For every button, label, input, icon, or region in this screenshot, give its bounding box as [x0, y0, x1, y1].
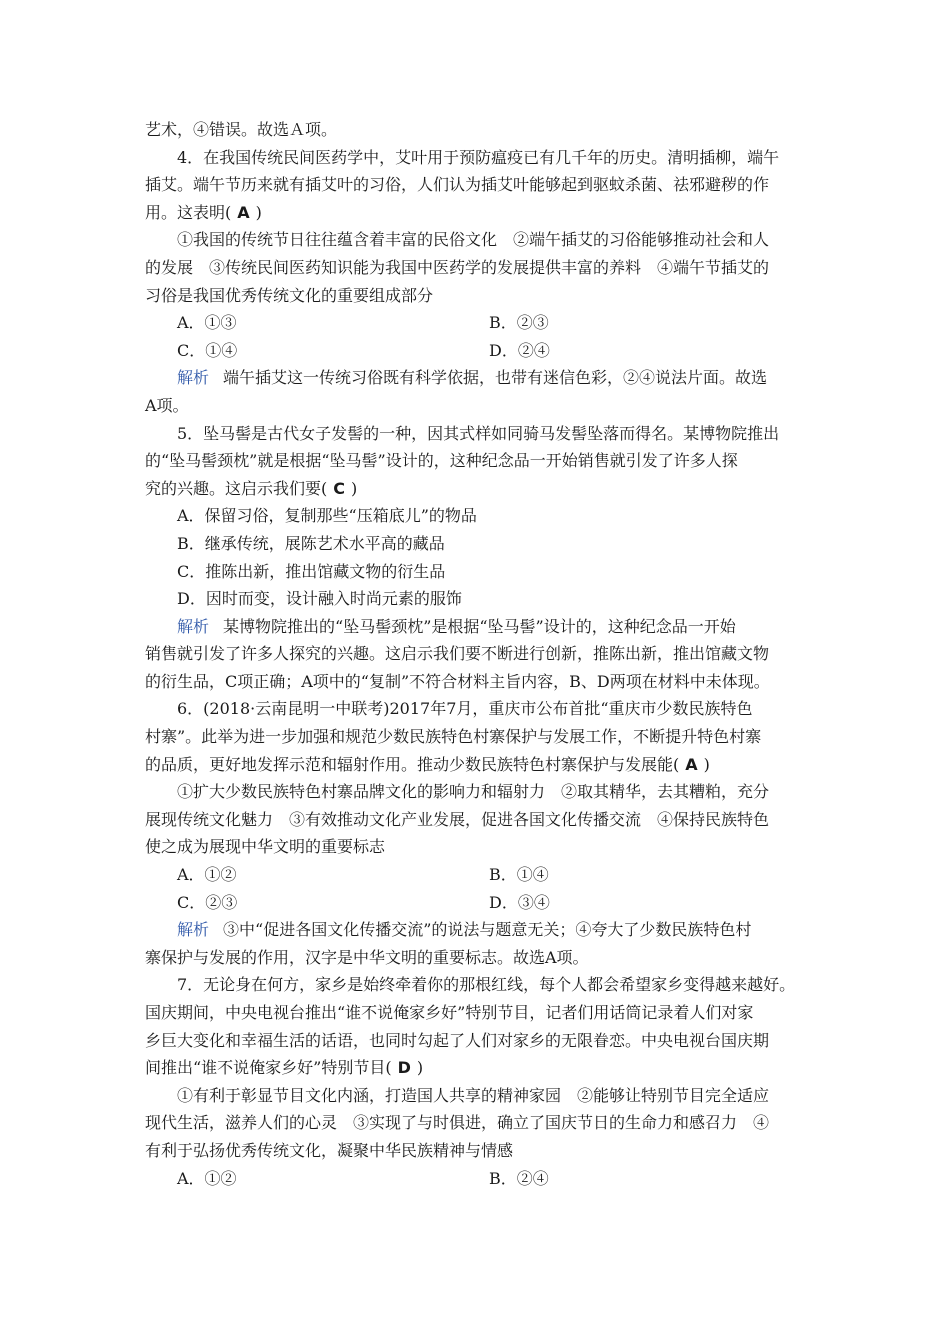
q7-option-b: B．②④	[489, 1168, 549, 1188]
q4-analysis-text: 端午插艾这一传统习俗既有科学依据，也带有迷信色彩，②④说法片面。故选	[223, 368, 768, 388]
q5-analysis-line-1	[145, 613, 815, 641]
q3-tail: 艺术，④错误。故选Ａ项。	[145, 120, 338, 139]
q4-analysis-label: 解析	[177, 368, 210, 388]
q4-stem-line-3	[145, 199, 815, 227]
q4-answer: A	[237, 202, 250, 222]
q4-analysis-line-2: A项。	[145, 395, 189, 415]
q5-stem-text: 究的兴趣。这启示我们要(	[145, 478, 328, 498]
q7-stem-line-3: 乡巨大变化和幸福生活的话语，也同时勾起了人们对家乡的无限眷恋。中央电视台国庆期	[145, 1030, 770, 1050]
q4-option-b: B．②③	[489, 313, 549, 333]
q7-answer: D	[397, 1058, 411, 1078]
q6-options-row-1	[145, 861, 815, 889]
q6-analysis-line-1	[145, 916, 815, 944]
q5-stem-line-3	[145, 475, 815, 503]
q6-statements-line-1: ①扩大少数民族特色村寨品牌文化的影响力和辐射力 ②取其精华，去其糟粕，充分	[177, 782, 770, 802]
q4-stem-close: )	[255, 202, 262, 222]
q7-statements-line-2: 现代生活，滋养人们的心灵 ③实现了与时俱进，确立了国庆节日的生命力和感召力 ④	[145, 1113, 770, 1133]
q6-answer: A	[685, 754, 698, 774]
q5-analysis-line-3: 的衍生品，C项正确；A项中的“复制”不符合材料主旨内容，B、D两项在材料中未体现。	[145, 671, 770, 691]
q4-option-c: C．①④	[177, 340, 238, 360]
q6-statements-line-3: 使之成为展现中华文明的重要标志	[145, 837, 386, 857]
q5-option-b: B．继承传统，展陈艺术水平高的藏品	[177, 533, 445, 553]
q4-stem-text: 用。这表明(	[145, 202, 232, 222]
q4-options-row-1	[145, 309, 815, 337]
q6-stem-line-2: 村寨”。此举为进一步加强和规范少数民族特色村寨保护与发展工作，不断提升特色村寨	[145, 727, 762, 747]
q7-stem-text: 间推出“谁不说俺家乡好”特别节目(	[145, 1058, 392, 1078]
q5-option-a: A．保留习俗，复制那些“压箱底儿”的物品	[177, 506, 477, 526]
q4-analysis-line-1	[145, 364, 815, 392]
q6-analysis-text: ③中“促进各国文化传播交流”的说法与题意无关；④夸大了少数民族特色村	[223, 920, 752, 940]
q4-options-row-2	[145, 337, 815, 365]
q6-option-d: D．③④	[489, 892, 550, 912]
q4-option-d: D．②④	[489, 340, 550, 360]
q7-option-a: A．①②	[177, 1168, 237, 1188]
q7-stem-line-4	[145, 1054, 815, 1082]
q4-statements-line-2: 的发展 ③传统民间医药知识能为我国中医药学的发展提供丰富的养料 ④端午节插艾的	[145, 257, 770, 277]
q4-option-a: A．①③	[177, 313, 237, 333]
q5-stem-line-2: 的“坠马髻颈枕”就是根据“坠马髻”设计的，这种纪念品一开始销售就引发了许多人探	[145, 451, 738, 471]
q7-stem-line-1: 7．无论身在何方，家乡是始终牵着你的那根红线，每个人都会希望家乡变得越来越好。	[177, 975, 796, 995]
q7-options-row-1	[145, 1165, 815, 1193]
q6-stem-text: 的品质，更好地发挥示范和辐射作用。推动少数民族特色村寨保护与发展能(	[145, 754, 680, 774]
q5-analysis-line-2: 销售就引发了许多人探究的兴趣。这启示我们要不断进行创新，推陈出新，推出馆藏文物	[145, 644, 770, 664]
q6-stem-line-3	[145, 751, 815, 779]
q5-option-d: D．因时而变，设计融入时尚元素的服饰	[177, 589, 462, 609]
q4-statements-line-1: ①我国的传统节日往往蕴含着丰富的民俗文化 ②端午插艾的习俗能够推动社会和人	[177, 230, 770, 250]
q7-stem-line-2: 国庆期间，中央电视台推出“谁不说俺家乡好”特别节目，记者们用话筒记录着人们对家	[145, 1003, 754, 1022]
q4-statements-line-3: 习俗是我国优秀传统文化的重要组成部分	[145, 285, 434, 305]
q5-stem-close: )	[351, 478, 358, 498]
q6-options-row-2	[145, 889, 815, 917]
q6-option-b: B．①④	[489, 865, 549, 885]
document-body	[145, 116, 815, 1192]
q7-statements-line-1: ①有利于彰显节目文化内涵，打造国人共享的精神家园 ②能够让特别节目完全适应	[177, 1085, 770, 1105]
q6-option-c: C．②③	[177, 892, 238, 912]
q6-statements-line-2: 展现传统文化魅力 ③有效推动文化产业发展，促进各国文化传播交流 ④保持民族特色	[145, 809, 770, 829]
q5-analysis-text: 某博物院推出的“坠马髻颈枕”是根据“坠马髻”设计的，这种纪念品一开始	[223, 616, 736, 636]
q6-stem-close: )	[703, 754, 710, 774]
q6-analysis-label: 解析	[177, 920, 210, 940]
q5-option-c: C．推陈出新，推出馆藏文物的衍生品	[177, 561, 446, 581]
q6-analysis-line-2: 寨保护与发展的作用，汉字是中华文明的重要标志。故选A项。	[145, 947, 589, 967]
q4-stem-line-1: 4．在我国传统民间医药学中，艾叶用于预防瘟疫已有几千年的历史。清明插柳，端午	[177, 147, 780, 167]
q5-stem-line-1: 5．坠马髻是古代女子发髻的一种，因其式样如同骑马发髻坠落而得名。某博物院推出	[177, 423, 780, 443]
q5-answer: C	[333, 478, 345, 498]
q7-stem-close: )	[416, 1058, 424, 1078]
q7-statements-line-3: 有利于弘扬优秀传统文化，凝聚中华民族精神与情感	[145, 1140, 514, 1160]
q6-option-a: A．①②	[177, 865, 237, 885]
q5-analysis-label: 解析	[177, 616, 210, 636]
q6-stem-line-1: 6．(2018·云南昆明一中联考)2017年7月，重庆市公布首批“重庆市少数民族特色	[177, 699, 753, 719]
q4-stem-line-2: 插艾。端午节历来就有插艾叶的习俗，人们认为插艾叶能够起到驱蚊杀菌、祛邪避秽的作	[145, 175, 770, 195]
